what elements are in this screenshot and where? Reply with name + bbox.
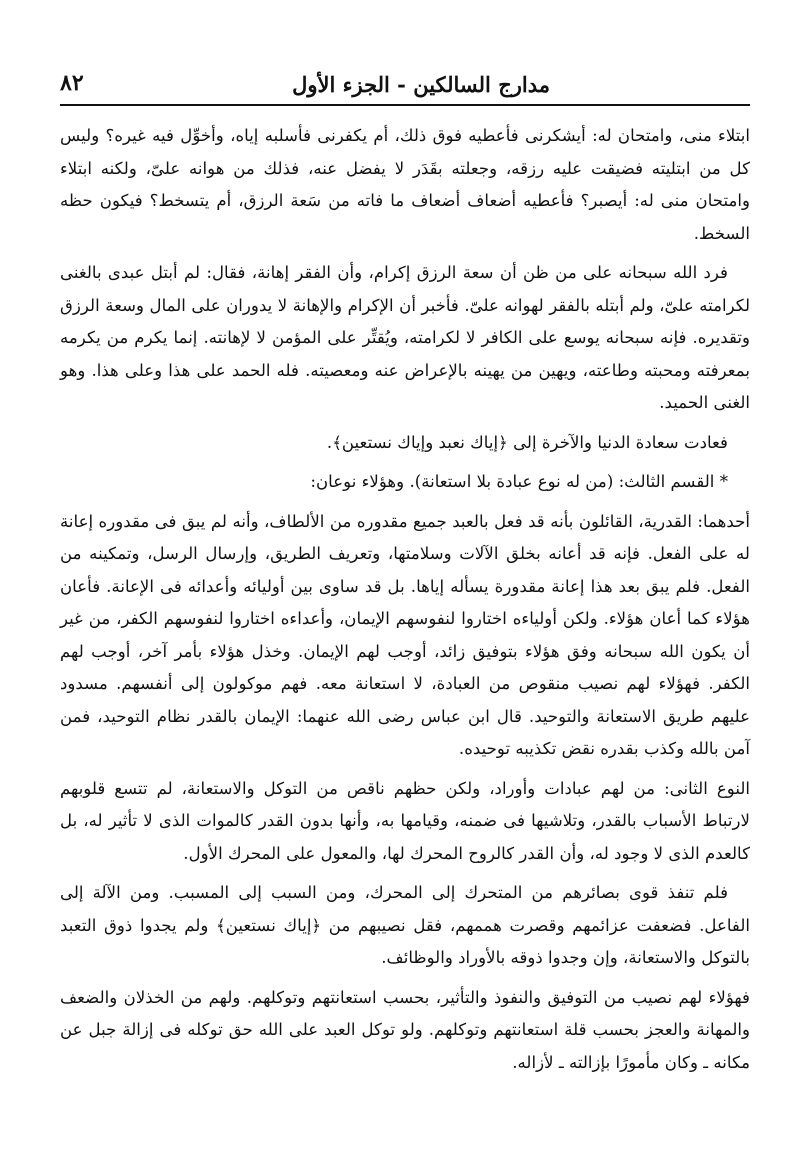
book-page <box>60 60 750 1140</box>
paragraph: فعادت سعادة الدنيا والآخرة إلى ﴿إياك نعبد وإياك نستعين﴾. <box>326 432 728 452</box>
paragraph: ابتلاء منى، وامتحان له: أيشكرنى فأعطيه فوق ذلك، أم يكفرنى فأسلبه إياه، وأخوِّل فيه غيره؟ وليس كل من ابتليته فضيقت عليه رزقه، وجعلته بقَدَر لا يفضل عنه، فذلك من هوانه علىّ، ولكنه ابتلاء وامتحان منى له: أيصبر؟ فأعطيه أضعاف أضعاف ما فاته من سَعة الرزق، أم يتسخط؟ فيكون حظه السخط. <box>60 126 750 243</box>
paragraph: فرد الله سبحانه على من ظن أن سعة الرزق إكرام، وأن الفقر إهانة، فقال: لم أبتل عبدى بالغنى لكرامته علىّ، ولم أبتله بالفقر لهوانه علىّ. فأخبر أن الإكرام والإهانة لا يدوران على المال وسعة الرزق وتقديره. فإنه سبحانه يوسع على الكافر لا لكرامته، ويُقتِّر على المؤمن لا لإهانته. إنما يكرم من يكرمه بمعرفته ومحبته وطاعته، ويهين من يهينه بالإعراض عنه ومعصيته. فله الحمد على هذا وعلى هذا. وهو الغنى الحميد. <box>60 263 750 412</box>
paragraph: النوع الثانى: من لهم عبادات وأوراد، ولكن حظهم ناقص من التوكل والاستعانة، لم تتسع قلوبهم لارتباط الأسباب بالقدر، وتلاشيها فى ضمنه، وقيامها به، وأنها بدون القدر كالموات الذى لا تأثير له، بل كالعدم الذى لا وجود له، وأن القدر كالروح المحرك لها، والمعول على المحرك الأول. <box>60 778 750 863</box>
paragraph: فلم تنفذ قوى بصائرهم من المتحرك إلى المحرك، ومن السبب إلى المسبب. ومن الآلة إلى الفاعل. فضعفت عزائمهم وقصرت هممهم، فقل نصيبهم من ﴿إياك نستعين﴾ ولم يجدوا ذوق التعبد بالتوكل والاستعانة، وإن وجدوا ذوقه بالأوراد والوظائف. <box>60 883 750 967</box>
running-title: مدارج السالكين - الجزء الأول <box>292 72 550 97</box>
paragraph: أحدهما: القدرية، القائلون بأنه قد فعل بالعبد جميع مقدوره من الألطاف، وأنه لم يبق فى مقدوره إعانة له على الفعل. فإنه قد أعانه بخلق الآلات وسلامتها، وتعريف الطريق، وإرسال الرسل، وتمكينه من الفعل. فلم يبق بعد هذا إعانة مقدورة يسأله إياها. بل قد ساوى بين أوليائه وأعدائه فى الإعانة. فأعان هؤلاء كما أعان هؤلاء. ولكن أولياءه اختاروا لنفوسهم الإيمان، وأعداءه اختاروا لنفوسهم الكفر، من غير أن يكون الله سبحانه وفق هؤلاء بتوفيق زائد، أوجب لهم الإيمان. وخذل هؤلاء بأمر آخر، أوجب لهم الكفر. فهؤلاء لهم نصيب منقوص من العبادة، لا استعانة معه. فهم موكولون إلى أنفسهم. مسدود عليهم طريق الاستعانة والتوحيد. قال ابن عباس رضى الله عنهما: الإيمان بالقدر نظام التوحيد، فمن آمن بالله وكذب بقدره نقض تكذيبه توحيده. <box>60 511 750 758</box>
page-number: ٨٢ <box>60 70 84 96</box>
page-body <box>60 106 750 1079</box>
page-header <box>60 60 750 106</box>
section-heading: * القسم الثالث: (من له نوع عبادة بلا استعانة). وهؤلاء نوعان: <box>310 472 728 491</box>
paragraph: فهؤلاء لهم نصيب من التوفيق والنفوذ والتأثير، بحسب استعانتهم وتوكلهم. ولهم من الخذلان والضعف والمهانة والعجز بحسب قلة استعانتهم وتوكلهم. ولو توكل العبد على الله حق توكله فى إزالة جبل عن مكانه ـ وكان مأمورًا بإزالته ـ لأزاله. <box>60 987 750 1072</box>
